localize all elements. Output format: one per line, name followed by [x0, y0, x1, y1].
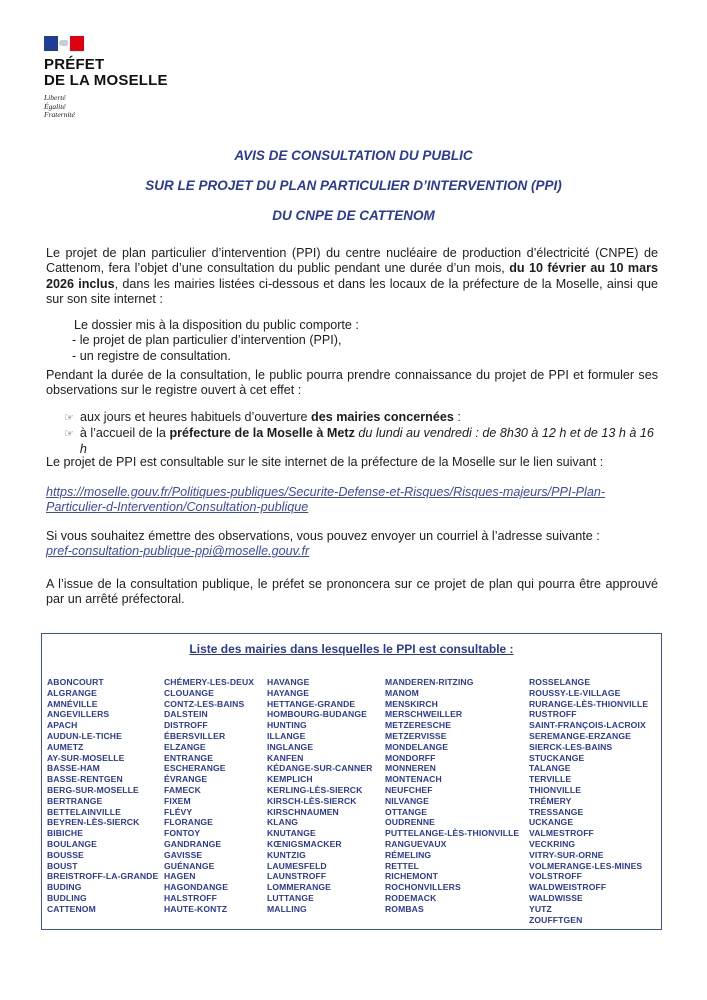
motto-liberte: Liberté	[44, 93, 66, 102]
mairie-item: BERTRANGE	[47, 795, 103, 806]
place-prefecture	[64, 426, 658, 457]
mairie-item: ELZANGE	[164, 741, 206, 752]
mairie-item: HETTANGE-GRANDE	[267, 698, 356, 709]
mairie-item: KÉDANGE-SUR-CANNER	[267, 763, 373, 774]
mairie-item: RÉMELING	[385, 849, 432, 860]
intro-paragraph	[46, 246, 658, 318]
republic-motto	[44, 94, 168, 120]
mairies-column-4	[385, 677, 519, 915]
notice-titles	[0, 147, 707, 237]
mairie-item: DALSTEIN	[164, 709, 208, 720]
mairie-item: METZERVISSE	[385, 730, 447, 741]
mairie-item: RETTEL	[385, 860, 420, 871]
mairie-item: BEYREN-LÈS-SIERCK	[47, 817, 140, 828]
mairies-column-2	[164, 677, 254, 915]
mairie-item: SIERCK-LES-BAINS	[529, 741, 613, 752]
marianne-flag-icon	[44, 36, 84, 51]
mairie-item: WALDWISSE	[529, 892, 583, 903]
mairie-item: GAVISSE	[164, 849, 203, 860]
mairie-item: KANFEN	[267, 752, 304, 763]
mairie-item: FAMECK	[164, 784, 201, 795]
mairie-item: ROMBAS	[385, 903, 424, 914]
mairie-item: GANDRANGE	[164, 838, 222, 849]
mairie-item: AUMETZ	[47, 741, 84, 752]
mairie-item: ROSSELANGE	[529, 677, 591, 687]
mairie-item: ALGRANGE	[47, 687, 97, 698]
mairie-item: MONDELANGE	[385, 741, 449, 752]
mairie-item: VOLSTROFF	[529, 871, 582, 882]
place-mairies-end: :	[453, 410, 461, 424]
mairie-item: ABONCOURT	[47, 677, 104, 687]
mairie-item: KŒNIGSMACKER	[267, 838, 342, 849]
title-line-2: SUR LE PROJET DU PLAN PARTICULIER D’INTERVENTION (PPI)	[145, 178, 562, 193]
mairie-item: BETTELAINVILLE	[47, 806, 121, 817]
mairie-item: KLANG	[267, 817, 299, 828]
mairie-item: HOMBOURG-BUDANGE	[267, 709, 367, 720]
mairie-item: FLÉVY	[164, 806, 193, 817]
mairie-item: MANDEREN-RITZING	[385, 677, 474, 687]
dossier-item-ppi: - le projet de plan particulier d’intervention (PPI),	[72, 333, 342, 348]
prefet-line-1: PRÉFET	[44, 56, 105, 73]
mairie-item: ÉVRANGE	[164, 774, 208, 785]
mairie-item: ENTRANGE	[164, 752, 214, 763]
mairie-item: FONTOY	[164, 828, 201, 839]
mairies-list-title: Liste des mairies dans lesquelles le PPI est consultable :	[189, 642, 514, 656]
mairie-item: BIBICHE	[47, 828, 84, 839]
mairie-item: BREISTROFF-LA-GRANDE	[47, 871, 159, 882]
site-paragraph: Le projet de PPI est consultable sur le site internet de la préfecture de la Moselle sur le lien suivant :	[46, 455, 604, 469]
mairie-item: MANOM	[385, 687, 419, 698]
mairie-item: ROCHONVILLERS	[385, 882, 461, 893]
mairie-item: TRÉMERY	[529, 795, 572, 806]
mairie-item: ANGEVILLERS	[47, 709, 110, 720]
mairie-item: SEREMANGE-ERZANGE	[529, 730, 631, 741]
mairie-item: OUDRENNE	[385, 817, 435, 828]
mairie-item: MERSCHWEILLER	[385, 709, 463, 720]
mairie-item: AMNÉVILLE	[47, 698, 98, 709]
place-mairies	[64, 410, 658, 426]
mairie-item: HAYANGE	[267, 687, 310, 698]
mairie-item: RANGUEVAUX	[385, 838, 447, 849]
mairie-item: MALLING	[267, 903, 307, 914]
mairies-column-1	[47, 677, 158, 915]
mairie-item: TRESSANGE	[529, 806, 584, 817]
mairie-item: CATTENOM	[47, 903, 96, 914]
notice-body	[46, 246, 658, 607]
mairie-item: LUTTANGE	[267, 892, 314, 903]
site-link-paragraph	[46, 485, 658, 529]
mairie-item: HUNTING	[267, 720, 307, 731]
prefet-title	[44, 57, 168, 89]
mairie-item: BOUSSE	[47, 849, 84, 860]
prefet-logo	[44, 36, 168, 120]
mairie-item: HAUTE-KONTZ	[164, 903, 228, 914]
mairie-item: VECKRING	[529, 838, 576, 849]
mairie-item: HAGEN	[164, 871, 196, 882]
place-prefecture-label: à l’accueil de la	[79, 426, 170, 441]
mairie-item: GUÉNANGE	[164, 860, 215, 871]
mairie-item: KIRSCHNAUMEN	[267, 806, 339, 817]
mairie-item: HALSTROFF	[164, 892, 217, 903]
mairie-item: SAINT-FRANÇOIS-LACROIX	[529, 720, 646, 731]
mairie-item: BOULANGE	[47, 838, 97, 849]
mairie-item: TERVILLE	[529, 774, 572, 785]
mairie-item: MONDORFF	[385, 752, 436, 763]
consultation-site-link[interactable]: https://moselle.gouv.fr/Politiques-publiques/Securite-Defense-et-Risques/Risques-majeurs/PPI-Plan-Particulier-d-Intervention/Consultation-publique	[46, 485, 606, 515]
mairie-item: PUTTELANGE-LÈS-THIONVILLE	[385, 828, 520, 839]
place-mairies-text	[80, 410, 461, 425]
place-prefecture-text	[80, 426, 658, 457]
email-text: Si vous souhaitez émettre des observations, vous pouvez envoyer un courriel à l’adresse suivante :	[46, 529, 600, 543]
mairie-item: CHÉMERY-LES-DEUX	[164, 677, 255, 687]
mairie-item: LOMMERANGE	[267, 882, 332, 893]
mairie-item: ILLANGE	[267, 730, 306, 741]
mairie-item: OTTANGE	[385, 806, 428, 817]
mairie-item: ROUSSY-LE-VILLAGE	[529, 687, 621, 698]
mairies-list-box	[41, 633, 662, 930]
mairie-item: INGLANGE	[267, 741, 314, 752]
mairie-item: BERG-SUR-MOSELLE	[47, 784, 139, 795]
mairie-item: AUDUN-LE-TICHE	[47, 730, 122, 741]
mairie-item: BUDING	[47, 882, 82, 893]
place-prefecture-bold: préfecture de la Moselle à Metz	[169, 426, 355, 441]
mairie-item: BOUST	[47, 860, 78, 871]
mairie-item: BUDLING	[47, 892, 87, 903]
place-mairies-label: aux jours et heures habituels d’ouverture	[80, 410, 312, 424]
dossier-contents	[46, 318, 658, 368]
mairie-item: KIRSCH-LÈS-SIERCK	[267, 795, 357, 806]
mairie-item: KUNTZIG	[267, 849, 306, 860]
mairie-item: UCKANGE	[529, 817, 574, 828]
intro-text-1: Le projet de plan particulier d’intervention (PPI) du centre nucléaire de production d’électricité (CNPE) de Cattenom, fera l’objet d’une consultation du public pendant une durée d’un mois,	[46, 246, 658, 276]
pointing-hand-icon: ☞	[64, 412, 74, 424]
dossier-intro: Le dossier mis à la disposition du public comporte :	[74, 318, 359, 332]
mairie-item: STUCKANGE	[529, 752, 585, 763]
consultation-email-link[interactable]: pref-consultation-publique-ppi@moselle.gouv.fr	[46, 544, 310, 559]
mairie-item: BASSE-RENTGEN	[47, 774, 123, 785]
mairie-item: FIXEM	[164, 795, 191, 806]
mairie-item: THIONVILLE	[529, 784, 582, 795]
title-line-3: DU CNPE DE CATTENOM	[272, 208, 435, 223]
title-line-1: AVIS DE CONSULTATION DU PUBLIC	[234, 148, 473, 163]
mairie-item: RUSTROFF	[529, 709, 577, 720]
mairie-item: NILVANGE	[385, 795, 429, 806]
mairie-item: ESCHERANGE	[164, 763, 226, 774]
conclusion-paragraph: A l’issue de la consultation publique, le préfet se prononcera sur ce projet de plan qui pourra être approuvé par un arrêté préfectoral.	[46, 577, 658, 607]
mairie-item: LAUNSTROFF	[267, 871, 327, 882]
mairie-item: VALMESTROFF	[529, 828, 594, 839]
mairie-item: CLOUANGE	[164, 687, 214, 698]
mairie-item: AY-SUR-MOSELLE	[47, 752, 125, 763]
mairies-column-5	[529, 677, 648, 925]
dossier-item-registre: - un registre de consultation.	[72, 348, 231, 363]
email-paragraph	[46, 529, 658, 577]
consultation-paragraph: Pendant la durée de la consultation, le public pourra prendre connaissance du projet de PPI et formuler ses observations sur le registre ouvert à cet effet :	[46, 368, 658, 398]
mairie-item: VOLMERANGE-LES-MINES	[529, 860, 643, 871]
mairie-item: FLORANGE	[164, 817, 214, 828]
mairie-item: HAGONDANGE	[164, 882, 229, 893]
consultation-dates: du 10 février au 10 mars 2026 inclus	[46, 261, 658, 291]
pointing-hand-icon: ☞	[64, 428, 74, 441]
consultation-places	[46, 410, 658, 455]
mairie-item: RICHEMONT	[385, 871, 438, 882]
mairie-item: ÉBERSVILLER	[164, 730, 226, 741]
mairie-item: METZERESCHE	[385, 720, 452, 731]
motto-egalite: Égalité	[44, 101, 66, 111]
mairie-item: KERLING-LÈS-SIERCK	[267, 784, 363, 795]
mairie-item: HAVANGE	[267, 677, 310, 687]
mairie-item: TALANGE	[529, 763, 571, 774]
mairie-item: CONTZ-LES-BAINS	[164, 698, 245, 709]
mairie-item: WALDWEISTROFF	[529, 882, 607, 893]
mairie-item: BASSE-HAM	[47, 763, 100, 774]
mairie-item: VITRY-SUR-ORNE	[529, 849, 604, 860]
intro-text-2: , dans les mairies listées ci-dessous et dans les locaux de la préfecture de la Moselle, ainsi que sur son site internet :	[46, 276, 658, 307]
mairie-item: RURANGE-LÈS-THIONVILLE	[529, 698, 649, 709]
mairie-item: APACH	[47, 720, 78, 731]
mairie-item: LAUMESFELD	[267, 860, 327, 871]
mairie-item: ZOUFFTGEN	[529, 914, 583, 925]
mairie-item: DISTROFF	[164, 720, 208, 731]
mairie-item: YUTZ	[529, 903, 552, 914]
mairie-item: NEUFCHEF	[385, 784, 433, 795]
place-prefecture-hours: du lundi au vendredi : de 8h30 à 12 h et de 13 h à 16 h	[79, 426, 654, 456]
prefet-line-2: DE LA MOSELLE	[44, 72, 168, 89]
mairie-item: MONNEREN	[385, 763, 436, 774]
mairie-item: KEMPLICH	[267, 774, 313, 785]
mairie-item: RODEMACK	[385, 892, 437, 903]
motto-fraternite: Fraternité	[44, 110, 75, 119]
place-mairies-bold: des mairies concernées	[311, 410, 454, 424]
mairies-column-3	[267, 677, 372, 915]
mairie-item: KNUTANGE	[267, 828, 316, 839]
mairie-item: MENSKIRCH	[385, 698, 438, 709]
mairie-item: MONTENACH	[385, 774, 442, 785]
